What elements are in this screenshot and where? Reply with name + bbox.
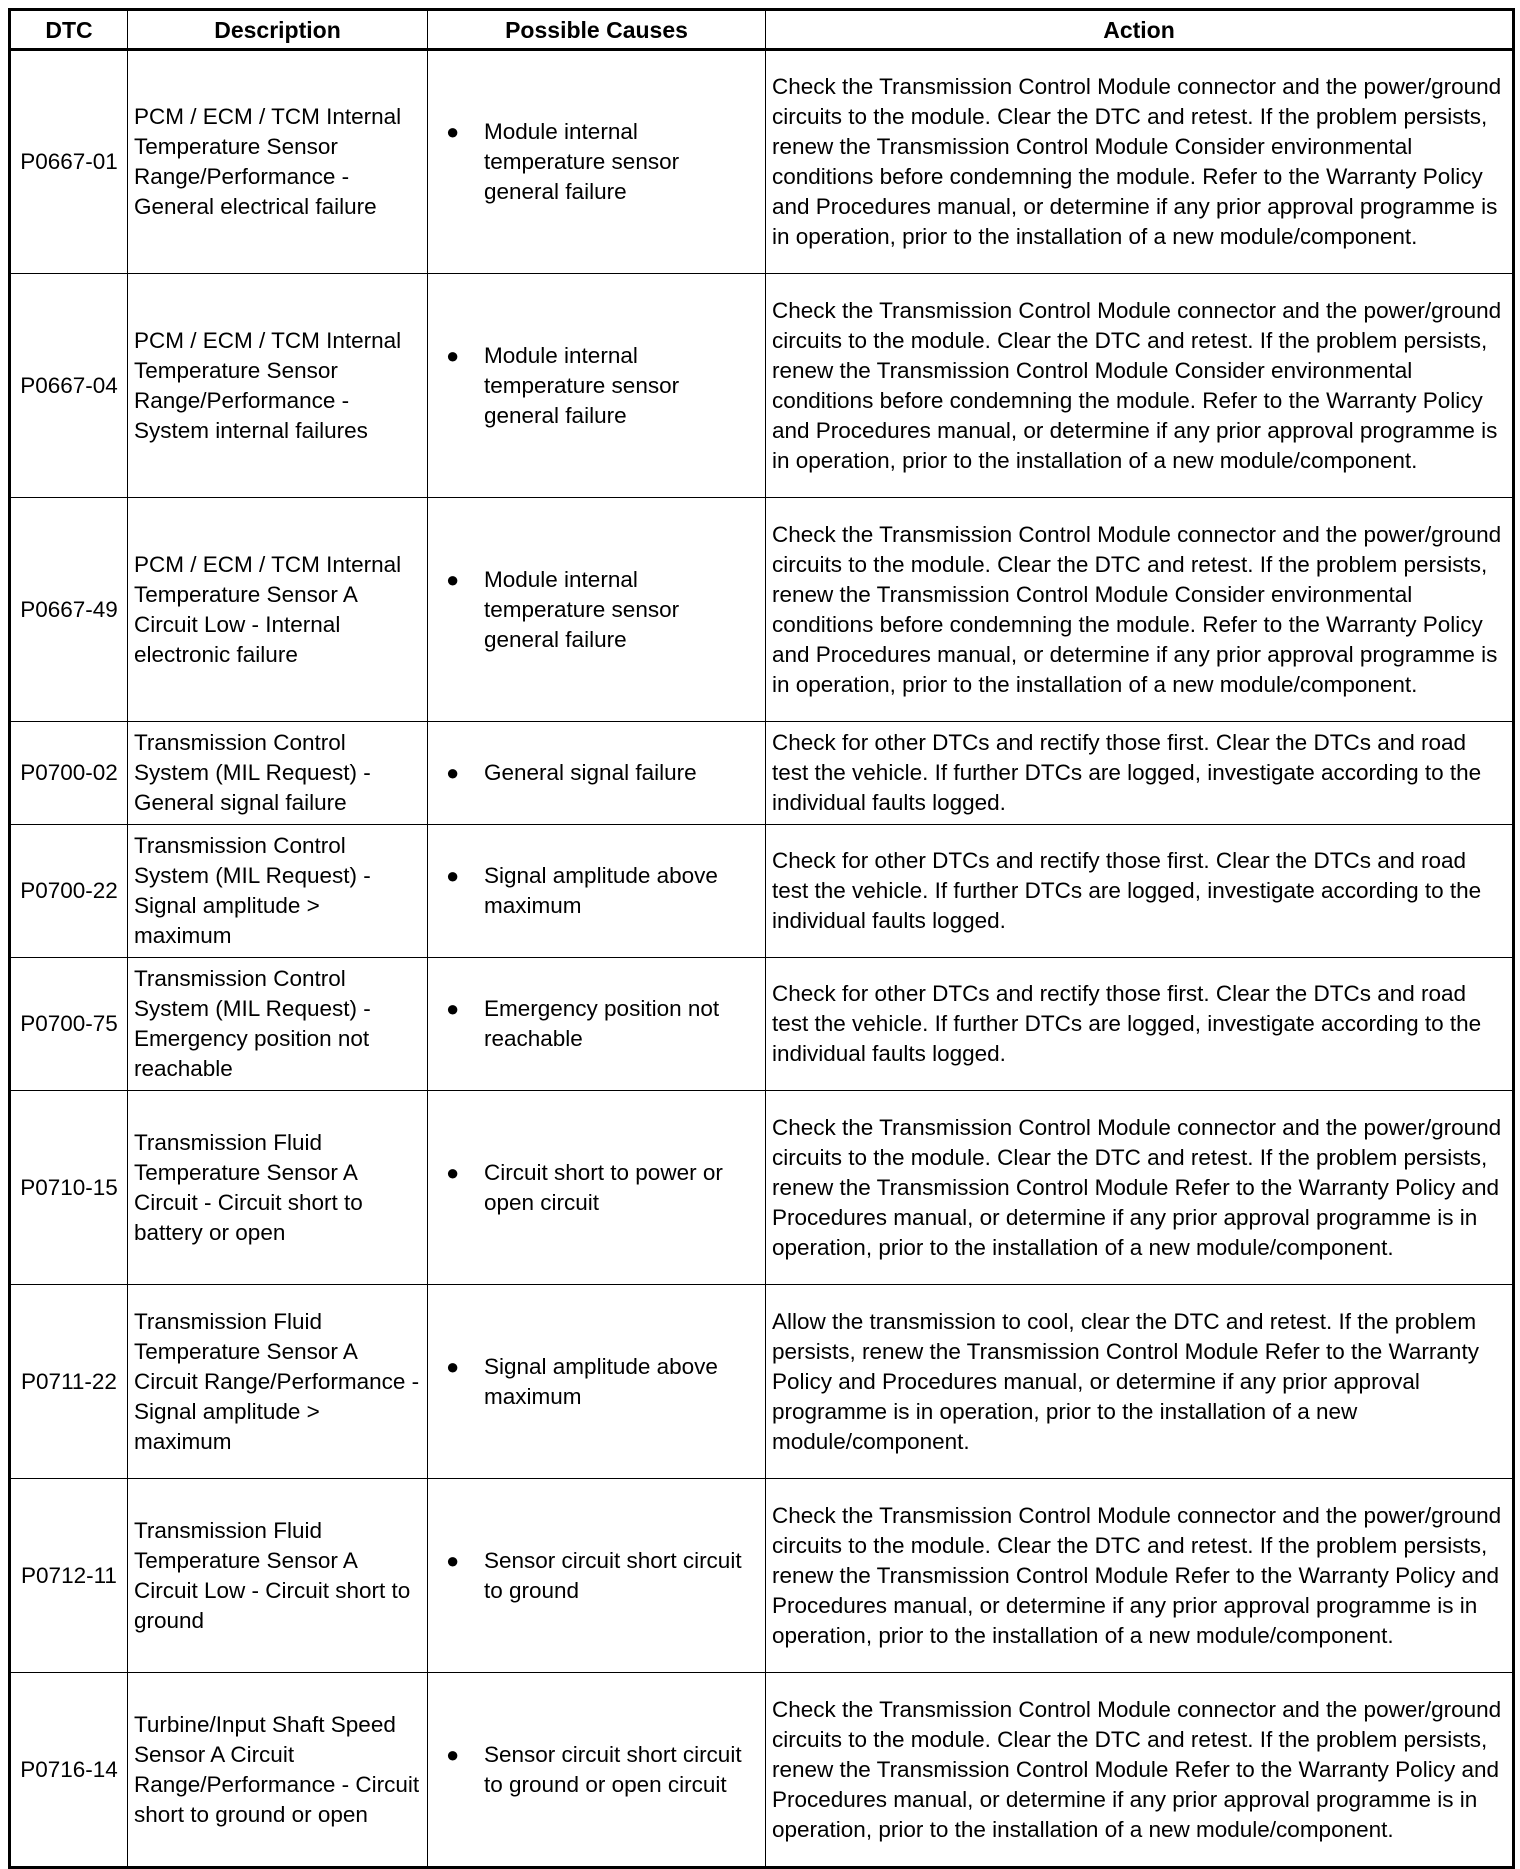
cause-item (446, 861, 759, 921)
possible-causes (428, 1091, 766, 1285)
dtc-code: P0710-15 (10, 1091, 128, 1285)
dtc-action: Check the Transmission Control Module connector and the power/ground circuits to the module. Clear the DTC and retest. If the problem persists, renew the Transmission Control Module Refer to the Warranty Policy and Procedures manual, or determine if any prior approval programme is in operation, prior to the installation of a new module/component. (766, 1091, 1514, 1285)
cause-item (446, 994, 759, 1054)
dtc-code: P0712-11 (10, 1479, 128, 1673)
possible-causes (428, 958, 766, 1091)
dtc-description: PCM / ECM / TCM Internal Temperature Sensor A Circuit Low - Internal electronic failure (128, 498, 428, 722)
dtc-code: P0700-02 (10, 722, 128, 825)
cause-text: Signal amplitude above maximum (484, 863, 718, 918)
dtc-action: Check for other DTCs and rectify those first. Clear the DTCs and road test the vehicle. If further DTCs are logged, investigate according to the individual faults logged. (766, 958, 1514, 1091)
dtc-table (8, 8, 1515, 1869)
cause-item (446, 117, 759, 207)
dtc-description: Transmission Fluid Temperature Sensor A Circuit Range/Performance - Signal amplitude > maximum (128, 1285, 428, 1479)
cause-item (446, 1352, 759, 1412)
table-row (10, 1673, 1514, 1868)
table-row (10, 722, 1514, 825)
bullet-icon: ● (446, 760, 460, 785)
dtc-description: PCM / ECM / TCM Internal Temperature Sensor Range/Performance - General electrical failure (128, 50, 428, 274)
bullet-icon: ● (446, 1741, 460, 1767)
dtc-description: Transmission Control System (MIL Request) - Emergency position not reachable (128, 958, 428, 1091)
header-dtc: DTC (10, 10, 128, 50)
dtc-description: Transmission Control System (MIL Request) - General signal failure (128, 722, 428, 825)
dtc-action: Check the Transmission Control Module connector and the power/ground circuits to the module. Clear the DTC and retest. If the problem persists, renew the Transmission Control Module Refer to the Warranty Policy and Procedures manual, or determine if any prior approval programme is in operation, prior to the installation of a new module/component. (766, 1479, 1514, 1673)
cause-item (446, 1740, 759, 1800)
possible-causes (428, 274, 766, 498)
dtc-description: Transmission Fluid Temperature Sensor A Circuit Low - Circuit short to ground (128, 1479, 428, 1673)
cause-text: Sensor circuit short circuit to ground or open circuit (484, 1741, 742, 1797)
dtc-code: P0700-22 (10, 825, 128, 958)
cause-item (446, 1158, 759, 1218)
cause-text: Sensor circuit short circuit to ground (484, 1547, 742, 1603)
table-row (10, 1285, 1514, 1479)
table-row (10, 1091, 1514, 1285)
possible-causes (428, 722, 766, 825)
bullet-icon: ● (446, 863, 460, 888)
cause-item (446, 565, 759, 655)
dtc-description: PCM / ECM / TCM Internal Temperature Sensor Range/Performance - System internal failures (128, 274, 428, 498)
dtc-action: Check the Transmission Control Module connector and the power/ground circuits to the module. Clear the DTC and retest. If the problem persists, renew the Transmission Control Module Consider environmental conditions before condemning the module. Refer to the Warranty Policy and Procedures manual, or determine if any prior approval programme is in operation, prior to the installation of a new module/component. (766, 274, 1514, 498)
bullet-icon: ● (446, 1353, 460, 1379)
dtc-action: Check for other DTCs and rectify those first. Clear the DTCs and road test the vehicle. If further DTCs are logged, investigate according to the individual faults logged. (766, 825, 1514, 958)
bullet-icon: ● (446, 1159, 460, 1185)
header-row (10, 10, 1514, 50)
possible-causes (428, 825, 766, 958)
possible-causes (428, 498, 766, 722)
bullet-icon: ● (446, 566, 460, 592)
possible-causes (428, 1673, 766, 1868)
cause-text: Circuit short to power or open circuit (484, 1159, 723, 1215)
table-row (10, 1479, 1514, 1673)
dtc-code: P0667-04 (10, 274, 128, 498)
cause-item (446, 1546, 759, 1606)
dtc-action: Allow the transmission to cool, clear the DTC and retest. If the problem persists, renew the Transmission Control Module Refer to the Warranty Policy and Procedures manual, or determine if any prior approval programme is in operation, prior to the installation of a new module/component. (766, 1285, 1514, 1479)
bullet-icon: ● (446, 342, 460, 368)
table-row (10, 498, 1514, 722)
bullet-icon: ● (446, 996, 460, 1021)
table-body (10, 50, 1514, 1868)
cause-item (446, 341, 759, 431)
dtc-code: P0716-14 (10, 1673, 128, 1868)
cause-text: Module internal temperature sensor general failure (484, 342, 680, 428)
possible-causes (428, 1479, 766, 1673)
possible-causes (428, 50, 766, 274)
table-row (10, 958, 1514, 1091)
dtc-action: Check the Transmission Control Module connector and the power/ground circuits to the module. Clear the DTC and retest. If the problem persists, renew the Transmission Control Module Consider environmental conditions before condemning the module. Refer to the Warranty Policy and Procedures manual, or determine if any prior approval programme is in operation, prior to the installation of a new module/component. (766, 498, 1514, 722)
dtc-code: P0667-49 (10, 498, 128, 722)
bullet-icon: ● (446, 119, 460, 144)
bullet-icon: ● (446, 1547, 460, 1573)
cause-text: Signal amplitude above maximum (484, 1353, 718, 1409)
header-description: Description (128, 10, 428, 50)
dtc-description: Transmission Fluid Temperature Sensor A Circuit - Circuit short to battery or open (128, 1091, 428, 1285)
dtc-action: Check the Transmission Control Module connector and the power/ground circuits to the module. Clear the DTC and retest. If the problem persists, renew the Transmission Control Module Refer to the Warranty Policy and Procedures manual, or determine if any prior approval programme is in operation, prior to the installation of a new module/component. (766, 1673, 1514, 1868)
table-header (10, 10, 1514, 50)
dtc-code: P0711-22 (10, 1285, 128, 1479)
dtc-description: Transmission Control System (MIL Request) - Signal amplitude > maximum (128, 825, 428, 958)
header-possible-causes: Possible Causes (428, 10, 766, 50)
dtc-action: Check the Transmission Control Module connector and the power/ground circuits to the module. Clear the DTC and retest. If the problem persists, renew the Transmission Control Module Consider environmental conditions before condemning the module. Refer to the Warranty Policy and Procedures manual, or determine if any prior approval programme is in operation, prior to the installation of a new module/component. (766, 50, 1514, 274)
table-row (10, 50, 1514, 274)
header-action: Action (766, 10, 1514, 50)
dtc-code: P0667-01 (10, 50, 128, 274)
cause-text: Module internal temperature sensor general failure (484, 566, 680, 652)
dtc-code: P0700-75 (10, 958, 128, 1091)
table-row (10, 274, 1514, 498)
cause-item (446, 758, 759, 788)
table-row (10, 825, 1514, 958)
dtc-action: Check for other DTCs and rectify those first. Clear the DTCs and road test the vehicle. If further DTCs are logged, investigate according to the individual faults logged. (766, 722, 1514, 825)
dtc-description: Turbine/Input Shaft Speed Sensor A Circuit Range/Performance - Circuit short to ground or open (128, 1673, 428, 1868)
cause-text: Emergency position not reachable (484, 996, 720, 1051)
cause-text: General signal failure (484, 760, 697, 785)
possible-causes (428, 1285, 766, 1479)
cause-text: Module internal temperature sensor general failure (484, 119, 680, 204)
